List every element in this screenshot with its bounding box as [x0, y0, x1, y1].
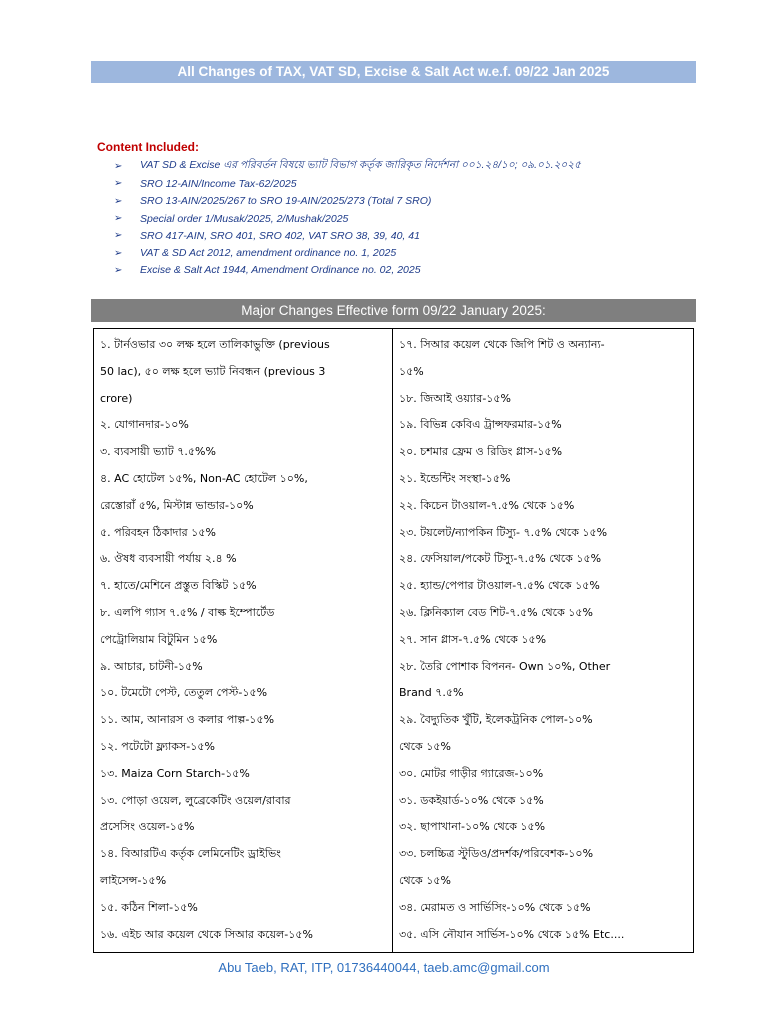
table-row: ১৫% [399, 364, 424, 378]
list-item [114, 244, 581, 261]
table-row: থেকে ১৫% [399, 873, 451, 887]
list-item [114, 175, 581, 192]
changes-left-column [94, 329, 393, 952]
arrow-bullet-icon: ➢ [114, 230, 123, 242]
table-row: ১৯. বিভিন্ন কেবিএ ট্রান্সফরমার-১৫% [399, 418, 562, 432]
table-row: ৯. আচার, চাটনী-১৫% [100, 659, 203, 673]
table-row: ২২. কিচেন টাওয়াল-৭.৫% থেকে ১৫% [399, 498, 575, 512]
content-included-heading: Content Included: [97, 140, 199, 154]
major-changes-heading: Major Changes Effective form 09/22 January 2025: [91, 299, 696, 322]
list-item-text: SRO 12-AIN/Income Tax-62/2025 [140, 177, 297, 190]
table-row: ১৩. পোড়া ওয়েল, লুব্রেকেটিং ওয়েল/রাবার [100, 793, 291, 807]
table-row: লাইসেন্স-১৫% [100, 873, 167, 887]
table-row: ২১. ইন্ডেন্টিং সংস্থা-১৫% [399, 471, 511, 485]
table-row: ৭. হাতে/মেশিনে প্রস্তুত বিস্কিট ১৫% [100, 579, 257, 593]
arrow-bullet-icon: ➢ [114, 161, 123, 173]
changes-table [93, 328, 694, 953]
table-row: ৮. এলপি গ্যাস ৭.৫% / বাল্ক ইম্পোর্টেড [100, 605, 275, 619]
list-item [114, 262, 581, 279]
table-row: ৫. পরিবহন ঠিকাদার ১৫% [100, 525, 216, 539]
table-row: ৩৩. চলচ্চিত্র স্টুডিও/প্রদর্শক/পরিবেশক-১০% [399, 847, 594, 861]
table-row: Brand ৭.৫% [399, 686, 464, 700]
table-row: থেকে ১৫% [399, 739, 451, 753]
table-row: ২৩. টয়লেট/ন্যাপকিন টিস্যু- ৭.৫% থেকে ১৫% [399, 525, 608, 539]
table-row: ৩. ব্যবসায়ী ভ্যাট ৭.৫%% [100, 445, 216, 459]
arrow-bullet-icon: ➢ [114, 264, 123, 276]
document-title: All Changes of TAX, VAT SD, Excise & Salt Act w.e.f. 09/22 Jan 2025 [91, 61, 696, 83]
table-row: ১৪. বিআরটিএ কর্তৃক লেমিনেটিং ড্রাইভিং [100, 847, 281, 861]
list-item-text: SRO 417-AIN, SRO 401, SRO 402, VAT SRO 38, 39, 40, 41 [140, 229, 420, 242]
table-row: রেস্তোরাঁ ৫%, মিস্টান্ন ভান্ডার-১০% [100, 498, 254, 512]
content-list [114, 158, 581, 279]
table-row: ১১. আম, আনারস ও কলার পাল্প-১৫% [100, 713, 275, 727]
table-row: ৩০. মোটর গাড়ীর গ্যারেজ-১০% [399, 766, 544, 780]
table-row: ২. যোগানদার-১০% [100, 418, 189, 432]
arrow-bullet-icon: ➢ [114, 247, 123, 259]
list-item-text: Excise & Salt Act 1944, Amendment Ordinance no. 02, 2025 [140, 264, 421, 277]
table-row: ১২. পটেটো ফ্ল্যাকস-১৫% [100, 739, 215, 753]
table-row: ২০. চশমার ফ্রেম ও রিডিং গ্লাস-১৫% [399, 445, 563, 459]
table-row: ৩২. ছাপাখানা-১০% থেকে ১৫% [399, 820, 546, 834]
author-contact-footer: Abu Taeb, RAT, ITP, 01736440044, taeb.amc@gmail.com [218, 960, 550, 975]
list-item [114, 158, 581, 175]
changes-right-column [393, 329, 693, 952]
table-row: পেট্রোলিয়াম বিটুমিন ১৫% [100, 632, 218, 646]
arrow-bullet-icon: ➢ [114, 195, 123, 207]
table-row: 50 lac), ৫০ লক্ষ হলে ভ্যাট নিবন্ধন (previous 3 [100, 364, 326, 378]
list-item-text: SRO 13-AIN/2025/267 to SRO 19-AIN/2025/273 (Total 7 SRO) [140, 195, 432, 208]
table-row: ৩৫. এসি নৌযান সার্ভিস-১০% থেকে ১৫% Etc.... [399, 927, 625, 941]
table-row: ১৭. সিআর কয়েল থেকে জিপি শিট ও অন্যান্য- [399, 338, 605, 351]
list-item [114, 210, 581, 227]
table-row: ২৬. ক্লিনিক্যাল বেড শিট-৭.৫% থেকে ১৫% [399, 605, 593, 619]
table-row: ৩১. ডকইয়ার্ড-১০% থেকে ১৫% [399, 793, 544, 807]
arrow-bullet-icon: ➢ [114, 178, 123, 190]
table-row: ১৩. Maiza Corn Starch-১৫% [100, 766, 250, 780]
table-row: ১৬. এইচ আর কয়েল থেকে সিআর কয়েল-১৫% [100, 927, 313, 941]
list-item-text: VAT & SD Act 2012, amendment ordinance no. 1, 2025 [140, 247, 397, 260]
list-item-text: VAT SD & Excise এর পরিবর্তন বিষয়ে ভ্যাট বিভাগ কর্তৃক জারিকৃত নির্দেশনা ০০১.২৪/১০; ০৯.০১.২০২৫ [140, 159, 581, 172]
list-item [114, 227, 581, 244]
table-row: ২৭. সান গ্লাস-৭.৫% থেকে ১৫% [399, 632, 547, 646]
list-item [114, 193, 581, 210]
table-row: ২৫. হ্যান্ড/পেপার টাওয়াল-৭.৫% থেকে ১৫% [399, 579, 600, 593]
table-row: ১. টার্নওভার ৩০ লক্ষ হলে তালিকাভুক্তি (previous [100, 338, 330, 351]
table-row: ২৮. তৈরি পোশাক বিপনন- Own ১০%, Other [399, 659, 611, 673]
list-item-text: Special order 1/Musak/2025, 2/Mushak/2025 [140, 212, 349, 225]
table-row: ৪. AC হোটেল ১৫%, Non-AC হোটেল ১০%, [100, 471, 308, 485]
table-row: ২৪. ফেসিয়াল/পকেট টিস্যু-৭.৫% থেকে ১৫% [399, 552, 602, 566]
table-row: ২৯. বৈদ্যুতিক খুঁটি, ইলেকট্রনিক পোল-১০% [399, 713, 593, 727]
arrow-bullet-icon: ➢ [114, 213, 123, 225]
table-row: ৩৪. মেরামত ও সার্ভিসিং-১০% থেকে ১৫% [399, 900, 591, 914]
table-row: ১৫. কঠিন শিলা-১৫% [100, 900, 198, 914]
table-row: ১০. টমেটো পেস্ট, তেতুল পেস্ট-১৫% [100, 686, 268, 700]
table-row: ১৮. জিআই ওয়্যার-১৫% [399, 391, 512, 405]
table-row: crore) [100, 391, 133, 405]
table-row: ৬. ঔষধ ব্যবসায়ী পর্যায় ২.৪ % [100, 552, 237, 566]
table-row: প্রসেসিং ওয়েল-১৫% [100, 820, 195, 834]
